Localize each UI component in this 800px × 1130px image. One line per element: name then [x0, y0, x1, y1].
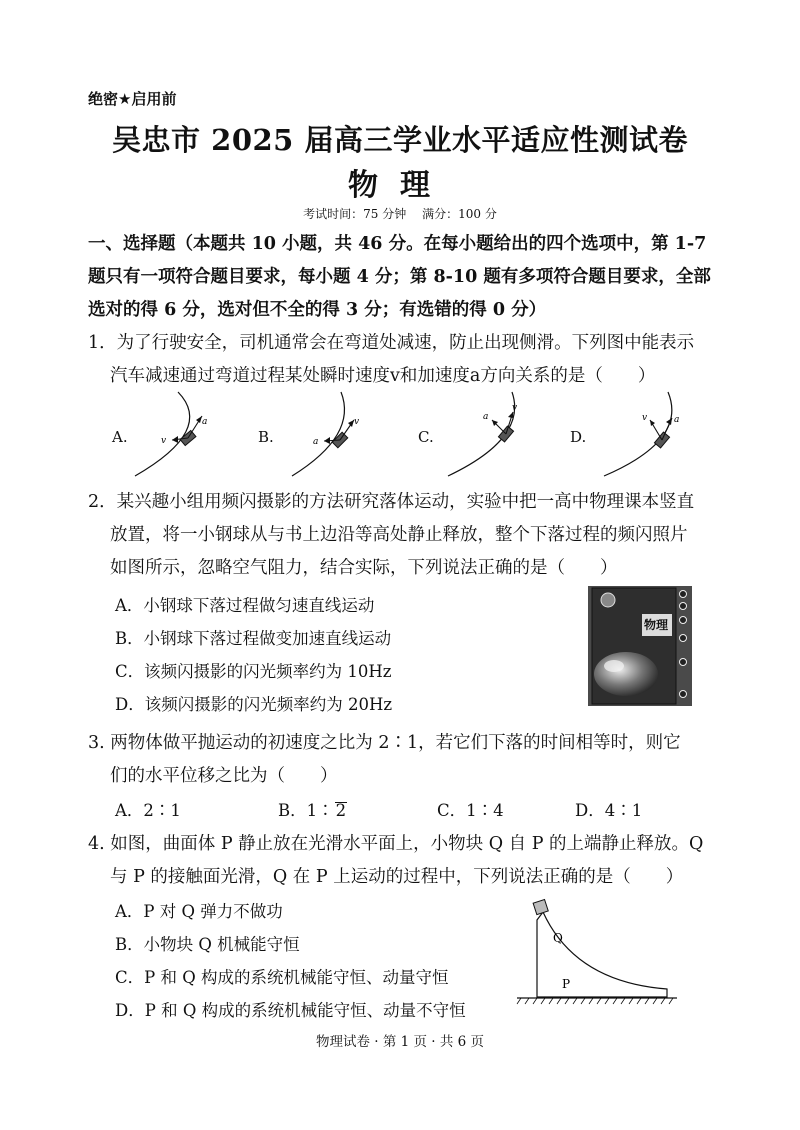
q1-figure-c	[440, 390, 540, 480]
strobe-ball-5	[680, 659, 687, 666]
q2-line1: 2．某兴趣小组用频闪摄影的方法研究落体运动，实验中把一高中物理课本竖直	[88, 492, 695, 512]
q3-option-c: C．1∶4	[437, 801, 504, 820]
q2-option-c: C．该频闪摄影的闪光频率约为 10Hz	[115, 662, 392, 681]
q4-label-p: P	[562, 977, 571, 991]
q4-option-d: D．P 和 Q 构成的系统机械能守恒、动量不守恒	[115, 1001, 466, 1020]
book-title: 物理	[644, 618, 669, 632]
q1-line1: 1．为了行驶安全，司机通常会在弯道处减速，防止出现侧滑。下列图中能表示	[88, 333, 695, 353]
q1-option-c-label: C.	[418, 428, 434, 446]
q3-option-a: A．2∶1	[115, 801, 181, 820]
q3-line2: 们的水平位移之比为（ ）	[110, 766, 338, 786]
exam-time: 考试时间：75 分钟	[303, 207, 407, 221]
q1c-a-label: a	[483, 412, 489, 422]
q2-option-a: A．小钢球下落过程做匀速直线运动	[115, 596, 375, 615]
q4-line2: 与 P 的接触面光滑，Q 在 P 上运动的过程中，下列说法正确的是（ ）	[110, 867, 684, 887]
q1d-v-label: v	[642, 413, 648, 423]
section-heading-line2: 题只有一项符合题目要求，每小题 4 分；第 8-10 题有多项符合题目要求，全部	[88, 267, 711, 287]
q1d-a-label: a	[674, 415, 680, 425]
q2-option-d: D．该频闪摄影的闪光频率约为 20Hz	[115, 695, 393, 714]
q3-option-b-sqrt: 2	[335, 801, 347, 820]
q4-option-a: A．P 对 Q 弹力不做功	[115, 902, 283, 921]
q2-line3: 如图所示，忽略空气阻力，结合实际，下列说法正确的是（ ）	[110, 558, 618, 578]
q4-label-q: Q	[553, 931, 563, 945]
strobe-ball-4	[680, 635, 687, 642]
exam-meta	[0, 205, 800, 222]
q1a-a-label: a	[202, 417, 208, 427]
page-footer: 物理试卷 · 第 1 页 · 共 6 页	[315, 1034, 485, 1050]
q1c-v-label: v	[512, 403, 518, 413]
q3-option-d: D．4∶1	[575, 801, 643, 820]
q4-figure	[515, 892, 680, 1012]
q1-figure-a	[130, 390, 230, 480]
subject-title: 物理	[348, 168, 452, 203]
q2-option-b: B．小钢球下落过程做变加速直线运动	[115, 629, 392, 648]
section-heading-line1: 一、选择题（本题共 10 小题，共 46 分。在每小题给出的四个选项中，第 1-7	[88, 234, 707, 254]
exam-score: 满分：100 分	[422, 207, 497, 221]
strobe-ball-6	[680, 691, 687, 698]
q1-option-d-label: D.	[570, 428, 587, 446]
q3-option-b-prefix: B．1∶	[278, 801, 334, 820]
q4-option-b: B．小物块 Q 机械能守恒	[115, 935, 300, 954]
strobe-ball-1	[680, 591, 687, 598]
strobe-ball-3	[680, 617, 687, 624]
section-heading-line3: 选对的得 6 分，选对但不全的得 3 分；有选错的得 0 分）	[88, 300, 547, 320]
q1-figure-b	[286, 390, 386, 480]
q2-line2: 放置，将一小钢球从与书上边沿等高处静止释放，整个下落过程的频闪照片	[110, 525, 688, 545]
confidential-mark: 绝密★启用前	[88, 90, 177, 108]
strobe-ball-2	[680, 603, 687, 610]
q1b-v-label: v	[354, 417, 360, 427]
q4-option-c: C．P 和 Q 构成的系统机械能守恒、动量守恒	[115, 968, 449, 987]
q3-option-b	[278, 797, 347, 821]
q1-line2: 汽车减速通过弯道过程某处瞬时速度v和加速度a方向关系的是（ ）	[110, 366, 656, 386]
q4-line1: 4. 如图，曲面体 P 静止放在光滑水平面上，小物块 Q 自 P 的上端静止释放。Q	[88, 834, 704, 854]
q1-option-b-label: B.	[258, 428, 274, 446]
q1b-a-label: a	[313, 437, 319, 447]
exam-title: 吴忠市 2025 届高三学业水平适应性测试卷	[112, 123, 688, 157]
q1-option-a-label: A.	[112, 428, 128, 446]
q2-strobe-photo	[588, 586, 692, 706]
q3-line1: 3. 两物体做平抛运动的初速度之比为 2∶1，若它们下落的时间相等时，则它	[88, 733, 681, 753]
q1a-v-label: v	[161, 436, 167, 446]
q1-figure-d	[598, 390, 698, 480]
